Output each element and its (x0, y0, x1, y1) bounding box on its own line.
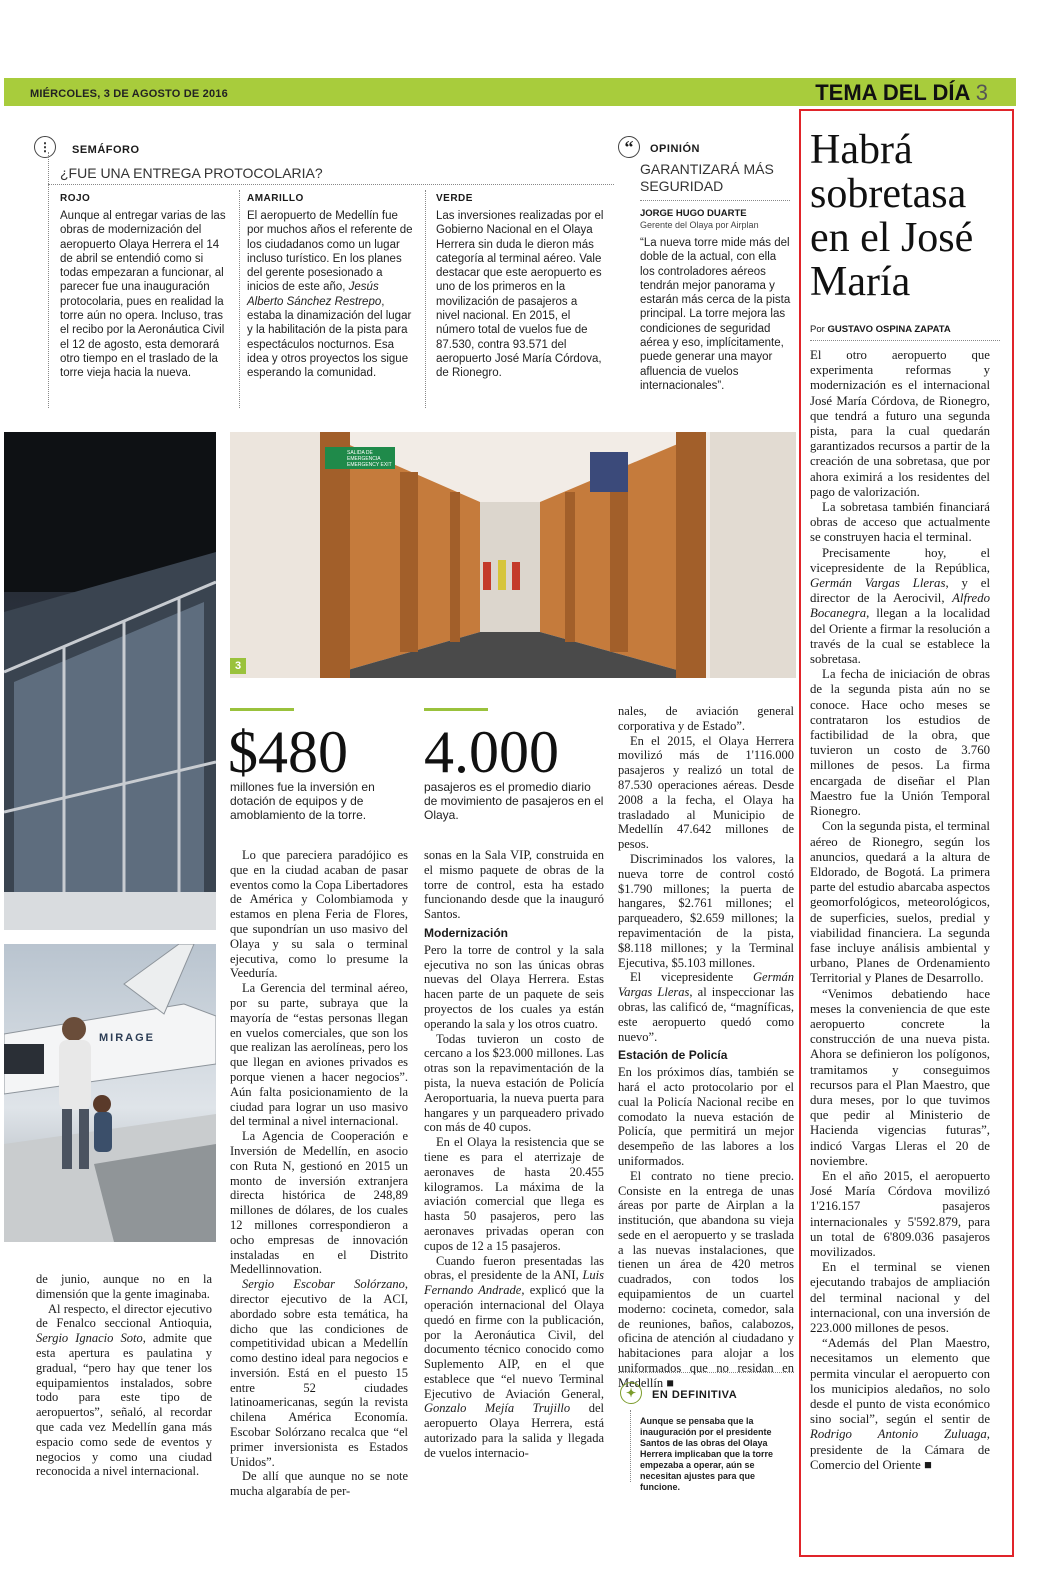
stat-480-caption: millones fue la inversión en dotación de equipos y de amoblamiento de la torre. (230, 780, 375, 822)
terminal-windows-photo (4, 432, 216, 930)
header-date: MIÉRCOLES, 3 DE AGOSTO DE 2016 (30, 88, 228, 100)
photo-number: 3 (230, 658, 246, 674)
en-definitiva-kicker: EN DEFINITIVA (652, 1389, 738, 1401)
plane-text: MIRAGE (99, 1032, 155, 1044)
divider (48, 152, 49, 408)
divider (810, 340, 1000, 341)
verde-text: Las inversiones realizadas por el Gobierno Nacional en el Olaya Herrera sin duda le dieron más categoría al terminal aéreo. Vale destacar que este aeropuerto es uno de los primeros en la movilización de pasajeros a nivel nacional. En 2015, el número total de vuelos fue de 87.530, contra 93.571 del aeropuerto José María Córdova, de Rionegro. (436, 210, 604, 380)
stat-4000-value: 4.000 (424, 719, 559, 785)
section-title (815, 80, 988, 106)
opinion-title: GARANTIZARÁ MÁS SEGURIDAD (640, 161, 774, 194)
stat-480-value: $480 (228, 719, 348, 785)
traffic-light-icon: ⋮ (34, 136, 56, 158)
opinion-quote: “La nueva torre mide más del doble de la actual, con ella los controladores aéreos tendrán mejor panorama y estarán más cerca de la pista principal. La torre mejora las condiciones de seguridad aérea y eso, implícitamente, puede generar una mayor afluencia de vuelos internacionales”. (640, 237, 791, 392)
divider (640, 200, 790, 201)
sidebar-headline: Habrá sobretasa en el José María (810, 127, 974, 305)
rojo-title: ROJO (60, 193, 91, 204)
subhead-estacion-policia: Estación de Policía (618, 1048, 728, 1063)
corridor-photo (230, 432, 796, 678)
opinion-role: Gerente del Olaya por Airplan (640, 220, 759, 230)
plane-graphic (4, 944, 216, 1242)
divider (630, 1410, 631, 1482)
divider (48, 184, 614, 185)
article-col-1: de junio, aunque no en la dimensión que la gente imaginaba. Al respecto, el director ejecutivo de Fenalco seccional Antioquia, Sergio Ignacio Soto, admite que esta apertura es paulatina y gradual, “pero hay que tener los equipamientos instalados, sobre todo para este tipo de aeropuertos”, señaló, al recordar que cada vez Medellín gana más espacio como sede de eventos y negocios y como una ciudad reconocida a nivel internacional. (36, 1272, 212, 1479)
stat-4000-caption: pasajeros es el promedio diario de movimiento de pasajeros en el Olaya. (424, 780, 604, 822)
rojo-text: Aunque al entregar varias de las obras de modernización del aeropuerto Olaya Herrera el 14 de abril se entendió como si todas empezaran a funcionar, al parecer fue una inauguración protocolaria, pues en realidad la torre aún no opera. Incluso, tras el recibo por la Aeronáutica Civil el 12 de agosto, esta demorará otro tiempo en el traslado de la torre vieja hacia la nueva. (60, 210, 226, 380)
divider (425, 190, 426, 408)
opinion-kicker: OPINIÓN (650, 143, 700, 155)
amarillo-text: El aeropuerto de Medellín fue por muchos años el referente de los ciudadanos como un lugar incluso turístico. En los planes del gerente posesionado a inicios de este año, Jesús Alberto Sánchez Restrepo, estaba la dinamización del lugar y la habilitación de la pista para espectáculos nocturnos. Esa idea y otros proyectos los sigue esperando la comunidad. (247, 210, 413, 380)
en-definitiva-text: Aunque se pensaba que la inauguración por el presidente Santos de las obras del Olaya Herrera implicaban que la torre empezaba a operar, aún se necesitan ajustes para que funcione. (640, 1416, 774, 1492)
article-col-2: Lo que pareciera paradójico es que en la ciudad acaban de pasar eventos como la Copa Libertadores de América y Colombiamoda y estamos en plena Feria de Flores, que supondrían un uso masivo del Olaya y su sala o terminal ejecutiva, como lo presume la Veeduría. La Gerencia del terminal aéreo, por su parte, subraya que la mayoría de “estas personas llegan en vuelos comerciales, que son los que realizan las aerolíneas, pero los que llegan en aviones privados es porque vienen a hacer negocios”. Aún falta posicionamiento de la ciudad para lograr un uso masivo del terminal a nivel internacional. La Agencia de Cooperación e Inversión de Medellín, en asocio con Ruta N, gestionó en 2015 un monto de inversión extranjera directa histórica de 248,89 millones de dólares, de los cuales 12 millones correspondieron a ocho empresas de innovación instaladas en el Distrito Medellinnovation. Sergio Escobar Solórzano, director ejecutivo de la ACI, abordado sobre esta temática, ha dicho que las condiciones de competitividad ubican a Medellín como destino ideal para negocios e inversión. Está en el puesto 15 entre 52 ciudades latinoamericanas, según la revista chilena América Economía. Escobar Solórzano recalca que “el primer inversionista es Estados Unidos”. De allí que aunque no se note mucha algarabía de per- (230, 848, 408, 1499)
amarillo-title: AMARILLO (247, 193, 304, 204)
sidebar-byline: Por GUSTAVO OSPINA ZAPATA (810, 324, 951, 335)
corridor-graphic (230, 432, 796, 678)
article-col-3: sonas en la Sala VIP, construida en el mismo paquete de obras de la torre de control, esta ha estado funcionando desde que la inauguró Santos. Modernización Pero la torre de control y la sala ejecutiva no son las únicas obras nuevas del Olaya Herrera. Estas hacen parte de un paquete de seis proyectos de los cuales ya están operando la sala y los otros cuatro. Todas tuvieron un costo de cercano a los $23.000 millones. Las otras son la repavimentación de la pista, la nueva estación de Policía Aeroportuaria, la nueva puerta para hangares y un parqueadero privado con más de 40 cupos. En el Olaya la resistencia que se tiene es para el aterrizaje de aeronaves de hasta 20.455 kilogramos. La máxima de la aviación comercial que llega es hasta 50 pasajeros, pero las aeronaves privadas operan con cupos de 12 a 15 pasajeros. Cuando fueron presentadas las obras, el presidente de la ANI, Luis Fernando Andrade, explicó que la operación internacional del Olaya quedó en firme con la publicación, por la Aeronáutica Civil, del documento técnico conocido como Suplemento AIP, en el que establece que “el nuevo Terminal Ejecutivo de Aviación General, Gonzalo Mejía Trujillo del aeropuerto Olaya Herrera, está autorizado para la salida y llegada de vuelos internacio- (424, 848, 604, 1460)
check-icon: ✦ (620, 1382, 642, 1404)
quote-icon: “ (618, 136, 640, 158)
page-number: 3 (975, 80, 988, 105)
semaforo-question: ¿FUE UNA ENTREGA PROTOCOLARIA? (60, 165, 323, 181)
sidebar-body: El otro aeropuerto que experimenta reformas y modernización es el internacional José María Córdova, de Rionegro, que tendrá a futuro una segunda pista, para la cual quedarán garantizados recursos a partir de la creación de una sobretasa, que por ahora eximirá a los residentes del pago de valorización. La sobretasa también financiará obras de acceso que actualmente se construyen hacia el terminal. Precisamente hoy, el vicepresidente de la República, Germán Vargas Lleras, y el director de la Aerocivil, Alfredo Bocanegra, llegan a la localidad del Oriente a firmar la resolución a través de la cual se establece la sobretasa. La fecha de iniciación de obras de la segunda pista aún no se conoce. Hace ocho meses se contrataron los estudios de factibilidad de la obra, que tuvieron un costo de 3.760 millones de pesos. La firma encargada de diseñar el Plan Maestro fue la Unión Temporal Rionegro. Con la segunda pista, el terminal aéreo de Rionegro, según los anuncios, quedará a la altura de Eldorado, de Bogotá. La primera parte del estudio abarcaba aspectos geomorfológicos, meteorológicos, de superficies, suelos, predial y viabilidad financiera. La segunda fase incluye análisis ambiental y urbano, Planes de Ordenamiento Territorial y Planes de Desarrollo. “Venimos debatiendo hace meses la conveniencia de que este aeropuerto concrete la construcción de una nueva pista. Ahora se definieron los polígonos, tramitamos y conseguimos recursos para el Plan Maestro, que dura meses, por lo que tuvimos que pedir al Ministerio de Hacienda vigencias futuras”, indicó Vargas Lleras el 20 de noviembre. En el año 2015, el aeropuerto José María Córdova movilizó 1'216.157 pasajeros internacionales y 5'592.879, para un total de 6'809.036 pasajeros movilizados. En el terminal se vienen ejecutando trabajos de ampliación del terminal nacional y del internacional, con una inversión de 223.000 millones de pesos. “Además del Plan Maestro, necesitamos un elemento que permita vincular el aeropuerto con los municipios aledaños, no solo desde el punto de vista económico sino social”, según el sentir de Rodrigo Antonio Zuluaga, presidente de la Cámara de Comercio del Oriente ■ (810, 348, 990, 1472)
opinion-author: JORGE HUGO DUARTE (640, 208, 747, 219)
divider (239, 190, 240, 408)
semaforo-kicker: SEMÁFORO (72, 144, 140, 156)
article-col-4: nales, de aviación general corporativa y de Estado”. En el 2015, el Olaya Herrera movilizó más de 1'116.000 pasajeros y realizó un total de 87.530 operaciones aéreas. Desde 2008 a la fecha, el Olaya ha trasladado al Municipio de Medellín 47.642 millones de pesos. Discriminados los valores, la nueva torre de control costó $1.790 millones; la puerta de hangares, $2.761 millones; el parqueadero, $2.659 millones; la repavimentación de la pista, $8.118 millones; y la Terminal Ejecutiva, $5.103 millones. El vicepresidente Germán Vargas Lleras, al inspeccionar las obras, las calificó de, “magníficas, este aeropuerto quedó como nuevo”. Estación de Policía En los próximos días, también se hará el acto protocolario por el cual la Policía Nacional recibe en comodato la nueva estación de Policía, que permitirá un mejor desempeño de las labores a los uniformados. El contrato no tiene precio. Consiste en la entrega de unas áreas por parte de Airplan a la institución, que abandona su vieja sede en el aeropuerto y se traslada a las nuevas instalaciones, que tienen un área de 420 metros cuadrados, con todos los equipamientos de un cuartel moderno: cocineta, comedor, sala de reuniones, baños, calabozos, oficina de atención al ciudadano y habitaciones para alojar a los uniformados que no residan en Medellín ■ (618, 704, 795, 1390)
section-name: TEMA DEL DÍA (815, 80, 970, 105)
stat-accent (424, 708, 488, 711)
verde-title: VERDE (436, 193, 473, 204)
plane-photo (4, 944, 216, 1242)
windows-graphic (4, 432, 216, 930)
stat-accent (230, 708, 294, 711)
subhead-modernizacion: Modernización (424, 925, 509, 940)
exit-sign: SALIDA DE EMERGENCIA EMERGENCY EXIT (347, 450, 392, 468)
divider (618, 1372, 794, 1373)
